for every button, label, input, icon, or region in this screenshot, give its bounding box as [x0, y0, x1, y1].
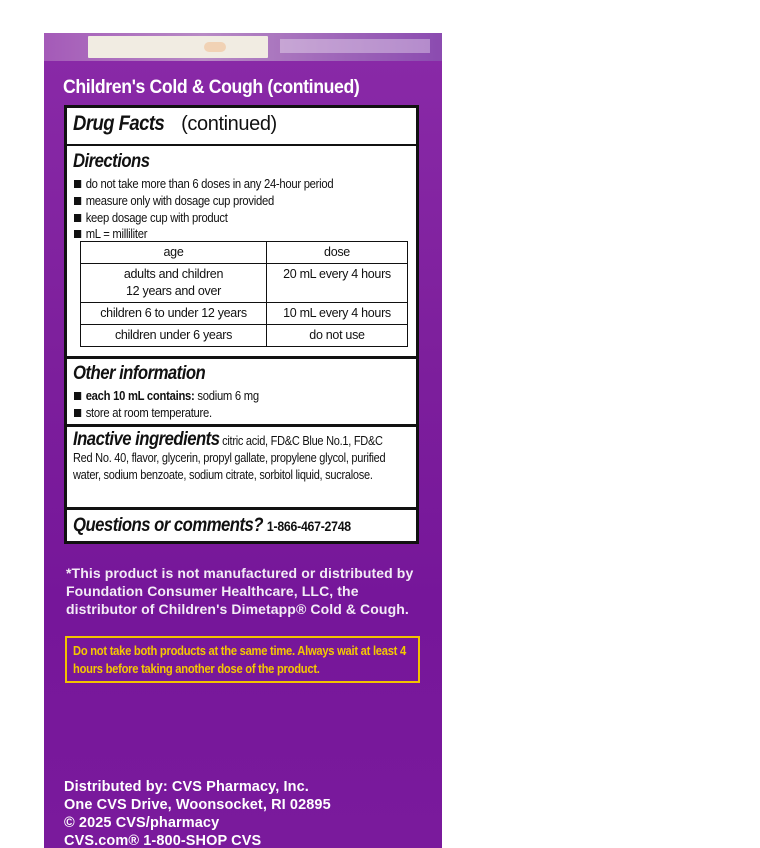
- table-row: [81, 264, 408, 303]
- distributor-address: One CVS Drive, Woonsocket, RI 02895: [64, 797, 331, 813]
- other-info-bullet: store at room temperature.: [74, 406, 212, 420]
- questions-heading: Questions or comments?: [73, 515, 263, 536]
- distributor-line: Distributed by: CVS Pharmacy, Inc.: [64, 779, 309, 795]
- table-header-dose: dose: [267, 242, 408, 264]
- table-header-row: [81, 242, 408, 264]
- drug-facts-heading: Drug Facts: [73, 112, 165, 135]
- bullet-square-icon: [74, 197, 81, 205]
- table-row: [81, 325, 408, 347]
- table-cell-age: children 6 to under 12 years: [81, 303, 267, 325]
- directions-bullet: keep dosage cup with product: [74, 211, 228, 225]
- inactive-ingredients-section: [67, 427, 416, 510]
- warning-box: [65, 636, 420, 683]
- box-top-flap: [44, 33, 442, 61]
- directions-bullet: mL = milliliter: [74, 227, 147, 241]
- warning-text: Do not take both products at the same time. Always wait at least 4 hours before taking another dose of the product.: [73, 643, 406, 676]
- table-cell-dose: do not use: [267, 325, 408, 347]
- inactive-ingredients-heading: Inactive ingredients: [73, 429, 220, 450]
- box-flap-mark: [204, 42, 226, 52]
- other-information-heading: Other information: [73, 363, 206, 384]
- bullet-square-icon: [74, 392, 81, 400]
- directions-heading: Directions: [73, 151, 150, 172]
- questions-phone: 1-866-467-2748: [266, 518, 351, 534]
- table-cell-age: children under 6 years: [81, 325, 267, 347]
- bullet-square-icon: [74, 214, 81, 222]
- table-header-age: age: [81, 242, 267, 264]
- bullet-square-icon: [74, 180, 81, 188]
- copyright-line: © 2025 CVS/pharmacy: [64, 815, 220, 831]
- questions-section: [67, 510, 416, 544]
- directions-bullet: measure only with dosage cup provided: [74, 194, 274, 208]
- drug-facts-panel: [64, 105, 419, 544]
- disclaimer-text: *This product is not manufactured or distributed by Foundation Consumer Healthcare, LLC, the distributor of Children's Dimetapp® Cold & Cough.: [66, 565, 414, 617]
- dosage-table: [80, 241, 408, 347]
- bullet-square-icon: [74, 409, 81, 417]
- table-cell-dose: 10 mL every 4 hours: [267, 303, 408, 325]
- table-cell-age: adults and children 12 years and over: [81, 264, 267, 303]
- distributor-info: [64, 778, 424, 848]
- inactive-ingredients-text: Inactive ingredients citric acid, FD&C Blue No.1, FD&C Red No. 40, flavor, glycerin, propyl gallate, propylene glycol, purified water, sodium benzoate, sodium citrate, sorbitol liquid, sucralose.: [73, 429, 386, 482]
- other-information-section: [67, 359, 416, 427]
- directions-bullet: do not take more than 6 doses in any 24-hour period: [74, 177, 333, 191]
- box-flap-label: [88, 36, 268, 58]
- drug-facts-suffix: (continued): [181, 113, 277, 135]
- drug-facts-title: [67, 108, 416, 146]
- table-cell-dose: 20 mL every 4 hours: [267, 264, 408, 303]
- bullet-square-icon: [74, 230, 81, 238]
- package-header: Children's Cold & Cough (continued): [63, 77, 360, 98]
- table-row: [81, 303, 408, 325]
- other-info-bullet: each 10 mL contains: sodium 6 mg: [74, 389, 259, 403]
- directions-section: [67, 146, 416, 359]
- box-flap-print: [280, 39, 430, 53]
- contact-line: CVS.com® 1-800-SHOP CVS: [64, 833, 262, 848]
